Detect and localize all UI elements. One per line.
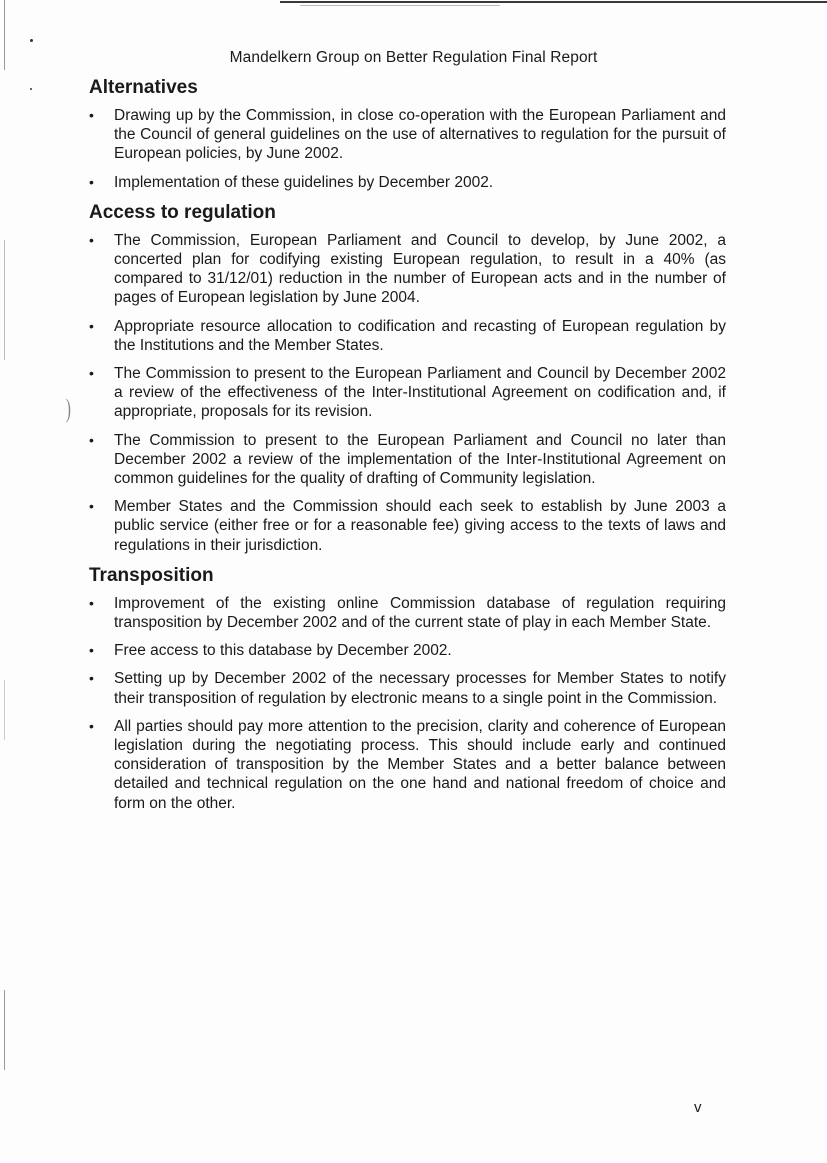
section-heading: Alternatives (89, 77, 198, 98)
scan-left-edge (4, 680, 5, 740)
bullet-list (89, 106, 726, 192)
list-item: • Improvement of the existing online Commission database of regulation requiring transposition by December 2002 and of the current state of play in each Member State. (89, 594, 726, 632)
list-item: • The Commission to present to the European Parliament and Council no later than December 2002 a review of the implementation of the Inter-Institutional Agreement on common guidelines for the quality of drafting of Community legislation. (89, 431, 726, 489)
section-heading: Access to regulation (89, 201, 276, 223)
list-item: • Drawing up by the Commission, in close co-operation with the European Parliament and the Council of general guidelines on the use of alternatives to regulation for the pursuit of European policies, by June 2002. (89, 106, 726, 164)
scan-left-edge (4, 990, 5, 1070)
scan-speck (30, 88, 32, 90)
bullet-list (89, 594, 726, 813)
list-item: • Appropriate resource allocation to codification and recasting of European regulation by the Institutions and the Member States. (89, 317, 726, 355)
list-item: • Implementation of these guidelines by December 2002. (89, 173, 726, 192)
list-item: • Setting up by December 2002 of the necessary processes for Member States to notify their transposition of regulation by electronic means to a single point in the Commission. (89, 669, 726, 707)
list-item: • Free access to this database by December 2002. (89, 641, 726, 660)
list-item: • The Commission to present to the European Parliament and Council by December 2002 a review of the effectiveness of the Inter-Institutional Agreement on codification and, if appropriate, proposals for its revision. (89, 364, 726, 422)
list-item: • All parties should pay more attention to the precision, clarity and coherence of European legislation during the negotiating process. This should include early and continued consideration of transposition by the Member States and a better balance between detailed and technical regulation on the one hand and national freedom of choice and form on the other. (89, 717, 726, 813)
scan-edge-line-faint (300, 5, 500, 6)
scan-edge-line (280, 1, 827, 3)
page-number: v (694, 1099, 702, 1116)
section-transposition (89, 564, 726, 813)
list-item: • Member States and the Commission should each seek to establish by June 2003 a public service (either free or for a reasonable fee) giving access to the texts of laws and regulations in their jurisdiction. (89, 497, 726, 555)
bullet-list (89, 231, 726, 555)
scan-left-edge (4, 240, 5, 360)
section-access-to-regulation (89, 201, 726, 555)
list-item: • The Commission, European Parliament and Council to develop, by June 2002, a concerted plan for codifying existing European regulation, to result in a 40% (as compared to 31/12/01) reduction in the number of European acts and in the number of pages of European legislation by June 2004. (89, 231, 726, 308)
scan-speck (30, 39, 33, 42)
section-heading: Transposition (89, 564, 214, 586)
running-header: Mandelkern Group on Better Regulation Final Report (229, 49, 598, 66)
scan-mark: ) (65, 394, 71, 423)
document-body (89, 76, 726, 822)
section-alternatives (89, 76, 726, 192)
